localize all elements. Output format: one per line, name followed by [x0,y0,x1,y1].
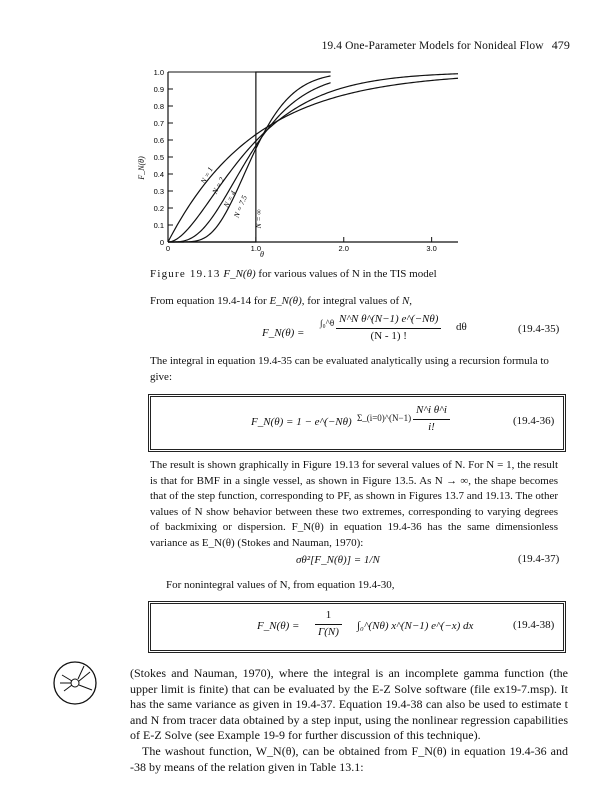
eq36-numerator: N^i θ^i [413,403,450,420]
eq38-numerator: 1 [315,608,342,625]
p1-text: From equation 19.4-14 for [150,295,267,307]
eq38-fraction [315,608,342,640]
y-tick-label: 0.3 [153,187,164,196]
x-tick-label: 1.0 [250,244,262,253]
x-axis-label: θ [260,250,264,259]
eq36-fraction [413,403,450,435]
y-tick-label: 1.0 [153,68,164,77]
curve-label: N = 2 [210,175,227,196]
y-tick-label: 0 [159,238,164,247]
paragraph-5: (Stokes and Nauman, 1970), where the integral is an incomplete gamma function (the upper limit is finite) that can be evaluated by the E-Z Solve software (file ex19-7.msp). It has the same variance as given in 19.4-37. Equation 19.4-38 can also be used to estimate t and N from tracer data obtained by a step input, using the nonlinear regression capabilities of E-Z Solve (see Example 19-9 for further discussion of this technique). [130,666,568,742]
p1-symbol: E_N(θ) [269,295,302,307]
y-axis-label: F_N(θ) [137,156,146,180]
p1-variable: N [401,295,410,307]
y-tick-label: 0.2 [153,204,164,213]
y-tick-label: 0.4 [153,170,164,179]
eq37: σθ²[F_N(θ)] = 1/N [296,554,380,566]
eq36-denominator: i! [428,420,435,433]
chart-axes [154,68,458,253]
y-tick-label: 0.1 [153,221,164,230]
running-header [322,38,570,53]
eq38-box [150,603,564,651]
curve-label: N = 4 [221,189,238,209]
p1-text-mid: , for integral values of [301,295,400,307]
chart-curve-labels [198,165,263,229]
eq36-sum: Σ_(i=0)^(N−1) [357,413,412,423]
eq35-numerator: N^N θ^(N−1) e^(−Nθ) [336,312,441,329]
eq36-lhs: F_N(θ) = 1 − e^(−Nθ) [251,416,352,428]
cd-disc-icon [52,660,98,706]
eq35-fraction [336,312,441,344]
x-tick-label: 0 [165,244,171,253]
y-tick-label: 0.9 [153,85,164,94]
x-tick-label: 2.0 [338,244,349,253]
figure-caption [150,268,437,280]
chart-curves [168,72,458,242]
eq38-number: (19.4-38) [513,619,555,631]
caption-symbol: F_N(θ) [223,268,256,280]
curve-n-7-5 [168,76,331,242]
page-number: 479 [551,38,570,52]
eq38-denominator: Γ(N) [318,625,339,638]
y-tick-label: 0.7 [153,119,164,128]
figure-19-13-chart [137,60,450,260]
paragraph-3: The result is shown graphically in Figure 19.13 for several values of N. For N = 1, the result is that for BMF in a single vessel, as shown in Figure 13.5. As N → ∞, the shape becomes that of the step function, corresponding to PF, as shown in Figures 13.7 and 19.13. The other values of N show behavior between these two extremes, corresponding to varying degrees of backmixing or dispersion. F_N(θ) in equation 19.4-36 has the same dimensionless variance as E_N(θ) (Stokes and Nauman, 1970): [150,459,558,549]
eq37-number: (19.4-37) [518,553,560,565]
curve-label: N = 7.5 [231,194,249,219]
x-tick-label: 3.0 [426,244,437,253]
eq38-lhs: F_N(θ) = [257,620,300,632]
curve-label: N = ∞ [254,209,264,229]
eq38-integral: ∫₀^(Nθ) x^(N−1) e^(−x) dx [357,620,474,632]
curve-n-2 [168,74,458,242]
paragraph-2: The integral in equation 19.4-35 can be evaluated analytically using a recursion formula to give: [150,355,549,383]
y-tick-label: 0.5 [153,153,164,162]
curve-label: N = 1 [198,165,215,186]
caption-label: Figure 19.13 [150,268,221,280]
eq36-number: (19.4-36) [513,415,555,427]
eq35-integral: ∫₀^θ [320,318,335,328]
eq35-differential: dθ [456,321,467,333]
y-tick-label: 0.8 [153,102,164,111]
caption-text: for various values of N in the TIS model [258,268,437,280]
section-title: 19.4 One-Parameter Models for Nonideal Flow [321,40,544,52]
eq35-lhs: F_N(θ) = [262,327,305,339]
eq35-denominator: (N - 1) ! [370,329,407,342]
y-tick-label: 0.6 [153,136,164,145]
paragraph-1: From equation 19.4-14 for E_N(θ), for integral values of N, [150,295,413,307]
paragraph-6: The washout function, W_N(θ), can be obtained from F_N(θ) in equation 19.4-36 and -38 by means of the relation given in Table 13.1: [130,744,568,774]
paragraph-4: For nonintegral values of N, from equation 19.4-30, [166,579,395,591]
eq36-box [150,396,564,450]
eq35-number: (19.4-35) [518,323,560,335]
